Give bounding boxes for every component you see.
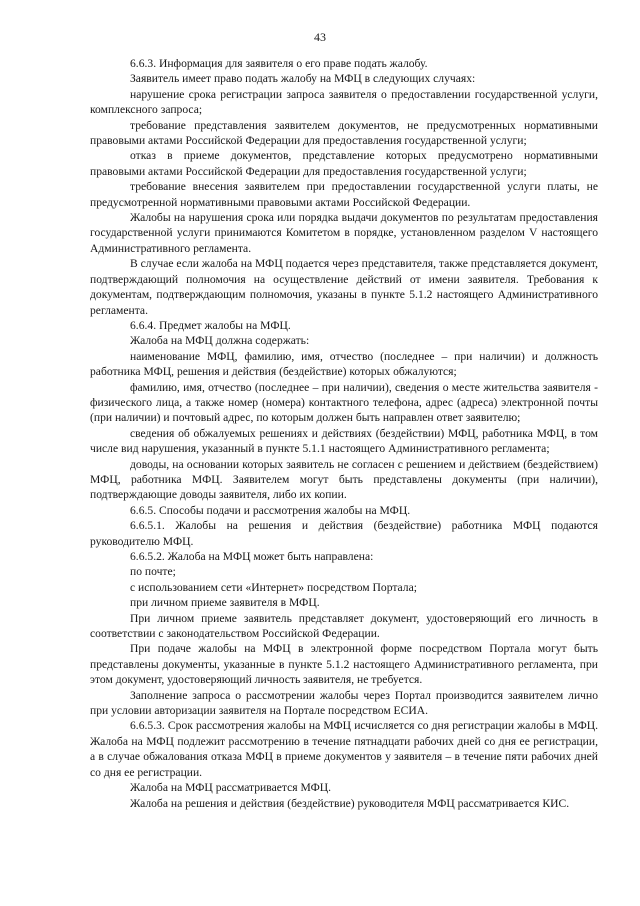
paragraph: 6.6.5.2. Жалоба на МФЦ может быть направлена: — [130, 550, 374, 563]
paragraph: наименование МФЦ, фамилию, имя, отчество (последнее – при наличии) и должность работника МФЦ, решения и действия (бездействие) которых обжалуются; — [90, 349, 598, 379]
list-item: по почте; — [130, 565, 176, 579]
paragraph: При личном приеме заявитель представляет документ, удостоверяющий его личность в соответствии с законодательством Российской Федерации. — [90, 611, 598, 641]
paragraph: требование представления заявителем документов, не предусмотренных нормативными правовыми актами Российской Федерации для предоставления государственной услуги; — [90, 118, 598, 148]
paragraph: 6.6.5.3. Срок рассмотрения жалобы на МФЦ исчисляется со дня регистрации жалобы в МФЦ. Жалоба на МФЦ подлежит рассмотрению в течение пятнадцати рабочих дней со дня ее регистрации, а в случае обжалования отказа МФЦ в приеме документов у заявителя – в течение пяти рабочих дней со дня ее регистрации. — [90, 719, 598, 779]
page-number: 43 — [314, 30, 326, 44]
paragraph: нарушение срока регистрации запроса заявителя о предоставлении государственной услуги, комплексного запроса; — [90, 87, 598, 117]
paragraph: В случае если жалоба на МФЦ подается через представителя, также представляется документ, подтверждающий полномочия на осуществление действий от имени заявителя. Требования к документам, подтверждающим полномочия, указаны в пункте 5.1.2 настоящего Административного регламента. — [90, 257, 598, 317]
list-item: с использованием сети «Интернет» посредством Портала; — [130, 580, 417, 594]
paragraph: При подаче жалобы на МФЦ в электронной форме посредством Портала могут быть представлены документы, указанные в пункте 5.1.2 настоящего Административного регламента, при этом документ, удостоверяющий личность заявителя, не требуется. — [90, 642, 598, 687]
paragraph: отказ в приеме документов, представление которых предусмотрено нормативными правовыми актами Российской Федерации для предоставления государственной услуги; — [90, 149, 598, 178]
section-heading: 6.6.4. Предмет жалобы на МФЦ. — [130, 318, 291, 332]
section-heading: 6.6.5. Способы подачи и рассмотрения жалобы на МФЦ. — [130, 503, 411, 517]
paragraph: доводы, на основании которых заявитель не согласен с решением и действием (бездействием) МФЦ, работника МФЦ. Заявителем могут быть представлены документы (при наличии), подтверждающие доводы заявителя, либо их копии. — [90, 457, 598, 502]
paragraph: Жалоба на МФЦ должна содержать: — [130, 334, 310, 348]
paragraph: Жалобы на нарушения срока или порядка выдачи документов по результатам предоставления государственной услуги принимаются Комитетом в порядке, установленном разделом V настоящего Административного регламента. — [90, 211, 598, 255]
paragraph: Заявитель имеет право подать жалобу на МФЦ в следующих случаях: — [130, 72, 476, 86]
paragraph: Заполнение запроса о рассмотрении жалобы через Портал производится заявителем лично при условии авторизации заявителя на Портале посредством ЕСИА. — [90, 688, 598, 718]
list-item: при личном приеме заявителя в МФЦ. — [130, 596, 320, 610]
document-body — [90, 56, 598, 811]
paragraph: 6.6.5.1. Жалобы на решения и действия (бездействие) работника МФЦ подаются руководителю МФЦ. — [90, 519, 598, 548]
paragraph: Жалоба на решения и действия (бездействие) руководителя МФЦ рассматривается КИС. — [130, 796, 570, 810]
paragraph: 6.6.3. Информация для заявителя о его праве подать жалобу. — [130, 57, 428, 70]
paragraph: требование внесения заявителем при предоставлении государственной услуги платы, не предусмотренной нормативными правовыми актами Российской Федерации. — [90, 180, 598, 209]
paragraph: сведения об обжалуемых решениях и действиях (бездействии) МФЦ, работника МФЦ, в том числе вид нарушения, указанный в пункте 5.1.1 настоящего Административного регламента; — [90, 426, 598, 456]
paragraph: фамилию, имя, отчество (последнее – при наличии), сведения о месте жительства заявителя - физического лица, а также номер (номера) контактного телефона, адрес (адреса) электронной почты (при наличии) и почтовый адрес, по которым должен быть направлен ответ заявителю; — [90, 380, 598, 425]
paragraph: Жалоба на МФЦ рассматривается МФЦ. — [130, 781, 332, 795]
